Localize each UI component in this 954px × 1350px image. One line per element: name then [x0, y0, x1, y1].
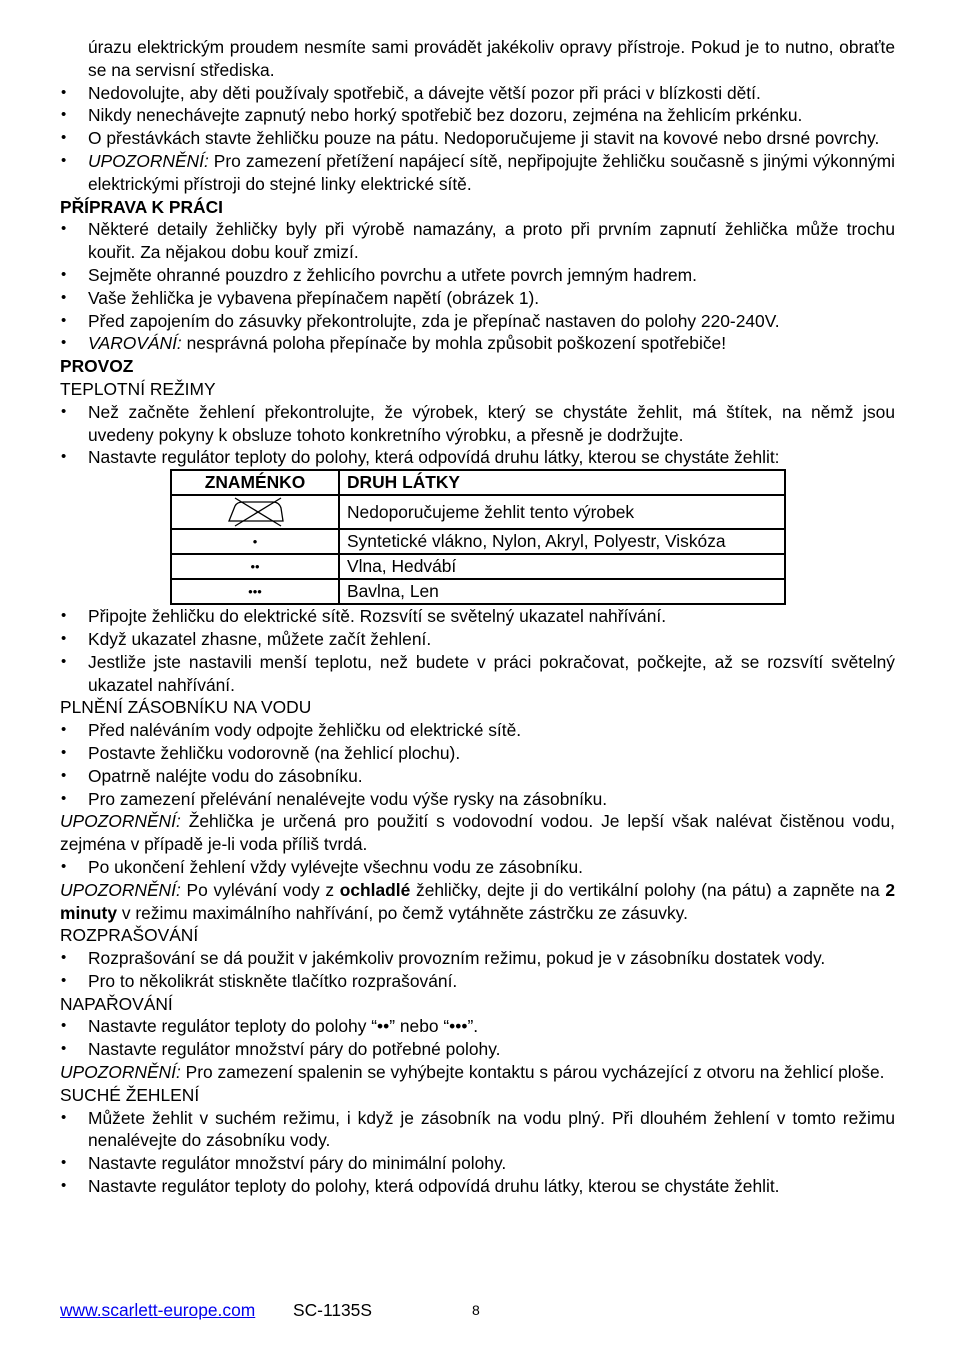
emptying-list	[60, 856, 895, 879]
list-item: • Sejměte ohranné pouzdro z žehlicího povrchu a utřete povrch jemným hadrem.	[60, 264, 895, 287]
list-item: • O přestávkách stavte žehličku pouze na pátu. Nedoporučujeme ji stavit na kovové nebo drsné povrchy.	[60, 127, 895, 150]
note-text: Po vylévání vody z	[180, 879, 340, 900]
table-row	[171, 495, 785, 529]
list-item: • Připojte žehličku do elektrické sítě. Rozsvítí se světelný ukazatel nahřívání.	[60, 605, 895, 628]
caution-text: nesprávná poloha přepínače by mohla způsobit poškození spotřebiče!	[181, 333, 727, 354]
list-item: • Před zapojením do zásuvky překontrolujte, zda je přepínač nastaven do polohy 220-240V.	[60, 310, 895, 333]
subheading-temperature: TEPLOTNÍ REŽIMY	[60, 378, 216, 399]
sign-cell	[171, 495, 339, 529]
temperature-list	[60, 401, 895, 469]
note-label: UPOZORNĚNÍ:	[60, 879, 181, 900]
list-item: • Můžete žehlit v suchém režimu, i když je zásobník na vodu plný. Při dlouhém žehlení v tomto režimu nenalévejte do zásobníku vody.	[60, 1107, 895, 1153]
fabric-cell: Nedoporučujeme žehlit tento výrobek	[339, 495, 785, 529]
list-item: • Nastavte regulátor teploty do polohy, která odpovídá druhu látky, kterou se chystáte žehlit:	[60, 446, 895, 469]
dry-list	[60, 1107, 895, 1198]
note-text: Pro zamezení spalenin se vyhýbejte kontaktu s párou vycházející z otvoru na žehlicí ploše.	[180, 1062, 885, 1083]
preparation-list	[60, 218, 895, 355]
list-item: • Před naléváním vody odpojte žehličku od elektrické sítě.	[60, 719, 895, 742]
list-item: • Nikdy nenechávejte zapnutý nebo horký spotřebič bez dozoru, zejména na žehlicím prkénku.	[60, 104, 895, 127]
list-item: • Nastavte regulátor množství páry do potřebné polohy.	[60, 1038, 895, 1061]
subheading-dry: SUCHÉ ŽEHLENÍ	[60, 1084, 200, 1105]
page-footer	[60, 1299, 895, 1323]
note-label: UPOZORNĚNÍ:	[60, 811, 181, 832]
table-row	[171, 529, 785, 554]
fabric-cell: Vlna, Hedvábí	[339, 554, 785, 579]
subheading-filling: PLNĚNÍ ZÁSOBNÍKU NA VODU	[60, 697, 312, 718]
manual-page	[60, 36, 895, 1198]
table-row	[171, 579, 785, 604]
list-item: • Než začněte žehlení překontrolujte, že výrobek, který se chystáte žehlit, má štítek, na němž jsou uvedeny pokyny k obsluze tohoto konkretního výrobku, a přesně je dodržujte.	[60, 401, 895, 447]
note-text: Žehlička je určená pro použití s vodovodní vodou. Je lepší však nalévat čistěnou vodu, zejména v případě je-li voda příliš tvrdá.	[60, 811, 895, 855]
list-item: • Jestliže jste nastavili menší teplotu, než budete v práci pokračovat, počkejte, až se rozsvítí světelný ukazatel nahřívání.	[60, 651, 895, 697]
item-text: ”.	[467, 1016, 479, 1037]
list-item: • Nastavte regulátor množství páry do minimální polohy.	[60, 1152, 895, 1175]
sign-cell: •	[171, 529, 339, 554]
list-item: • Opatrně naléjte vodu do zásobníku.	[60, 765, 895, 788]
warning-text: Pro zamezení přetížení napájecí sítě, nepřipojujte žehličku současně s jinými výkonnými elektrickými přístroji do stejné linky elektrické sítě.	[88, 150, 895, 194]
steam-note	[60, 1061, 895, 1084]
spray-list	[60, 947, 895, 993]
dots-symbol: ••	[377, 1016, 390, 1037]
safety-list	[60, 82, 895, 196]
model-number: SC-1135S	[293, 1300, 372, 1320]
column-header-sign: ZNAMÉNKO	[171, 470, 339, 495]
note-text: v režimu maximálního nahřívání, po čemž vytáhněte zástrčku ze zásuvky.	[117, 902, 688, 923]
fabric-table	[170, 469, 786, 605]
page-number: 8	[472, 1302, 480, 1318]
fabric-cell: Bavlna, Len	[339, 579, 785, 604]
table-header-row	[171, 470, 785, 495]
water-note	[60, 810, 895, 856]
section-heading-preparation: PŘÍPRAVA K PRÁCI	[60, 196, 223, 217]
website-link[interactable]: www.scarlett-europe.com	[60, 1300, 256, 1320]
list-item: • Některé detaily žehličky byly při výrobě namazány, a proto při prvním zapnutí žehlička může trochu kouřit. Za nějakou dobu kouř zmizí.	[60, 218, 895, 264]
caution-label: VAROVÁNÍ:	[88, 333, 182, 354]
note-label: UPOZORNĚNÍ:	[60, 1062, 181, 1083]
list-item: • Rozprašování se dá použit v jakémkoliv provozním režimu, pokud je v zásobníku dostatek vody.	[60, 947, 895, 970]
note-text: žehličky, dejte ji do vertikální polohy (na pátu) a zapněte na	[410, 879, 886, 900]
list-item: • Nedovolujte, aby děti používaly spotřebič, a dávejte větší pozor při práci v blízkosti dětí.	[60, 82, 895, 105]
intro-continuation: úrazu elektrickým proudem nesmíte sami provádět jakékoliv opravy přístroje. Pokud je to nutno, obraťte se na servisní střediska.	[88, 37, 895, 80]
list-item	[60, 1015, 895, 1038]
table-row	[171, 554, 785, 579]
list-item: • Pro zamezení přelévání nenalévejte vodu výše rysky na zásobníku.	[60, 788, 895, 811]
self-clean-note	[60, 879, 895, 925]
list-item: • Postavte žehličku vodorovně (na žehlicí plochu).	[60, 742, 895, 765]
warning-label: UPOZORNĚNÍ:	[88, 150, 209, 171]
subheading-steam: NAPAŘOVÁNÍ	[60, 993, 173, 1014]
column-header-fabric: DRUH LÁTKY	[339, 470, 785, 495]
section-heading-operation: PROVOZ	[60, 356, 134, 377]
sign-cell: •••	[171, 579, 339, 604]
fabric-cell: Syntetické vlákno, Nylon, Akryl, Polyestr, Viskóza	[339, 529, 785, 554]
item-text: ” nebo “	[389, 1016, 450, 1037]
list-item: • Nastavte regulátor teploty do polohy, která odpovídá druhu látky, kterou se chystáte žehlit.	[60, 1175, 895, 1198]
item-text: Nastavte regulátor teploty do polohy “	[88, 1016, 378, 1037]
list-item: • Když ukazatel zhasne, můžete začít žehlení.	[60, 628, 895, 651]
dots-symbol: •••	[449, 1016, 468, 1037]
steam-list	[60, 1015, 895, 1061]
subheading-spray: ROZPRAŠOVÁNÍ	[60, 925, 199, 946]
note-emphasis: ochladlé	[339, 879, 411, 900]
note-emphasis: 2 minuty	[60, 879, 895, 923]
list-item: • Vaše žehlička je vybavena přepínačem napětí (obrázek 1).	[60, 287, 895, 310]
list-item: • Po ukončení žehlení vždy vylévejte všechnu vodu ze zásobníku.	[60, 856, 895, 879]
filling-list	[60, 719, 895, 810]
list-item	[60, 150, 895, 196]
list-item: • Pro to několikrát stiskněte tlačítko rozprašování.	[60, 970, 895, 993]
heating-list	[60, 605, 895, 696]
sign-cell: ••	[171, 554, 339, 579]
crossed-out-iron-icon	[223, 497, 287, 527]
list-item	[60, 332, 895, 355]
